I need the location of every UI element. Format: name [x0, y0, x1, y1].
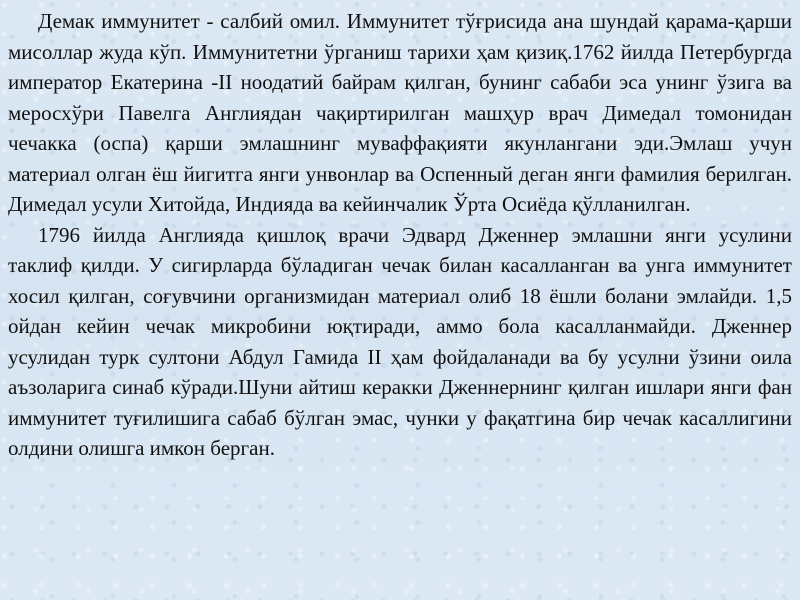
document-body: [8, 6, 792, 464]
paragraph-immunity-history: Демак иммунитет - салбий омил. Иммунитет тўғрисида ана шундай қарама-қарши мисоллар жуда кўп. Иммунитетни ўрганиш тарихи ҳам қизиқ.1762 йилда Петербургда император Екатерина -II ноодатий байрам қилган, бунинг сабаби эса унинг ўзига ва меросхўри Павелга Англиядан чақиртирилган машҳур врач Димедал томонидан чечакка (оспа) қарши эмлашнинг муваффақияти якунлангани эди.Эмлаш учун материал олган ёш йигитга янги унвонлар ва Оспенный деган янги фамилия берилган. Димедал усули Хитойда, Индияда ва кейинчалик Ўрта Осиёда қўлланилган.: [8, 9, 792, 216]
paragraph-jenner-vaccination: 1796 йилда Англияда қишлоқ врачи Эдвард Дженнер эмлашни янги усулини таклиф қилди. У сигирларда бўладиган чечак билан касалланган ва унга иммунитет хосил қилган, соғувчини организмидан материал олиб 18 ёшли болани эмлайди. 1,5 ойдан кейин чечак микробини юқтиради, аммо бола касалланмайди. Дженнер усулидан турк султони Абдул Гамида II ҳам фойдаланади ва бу усулни ўзини оила аъзоларига синаб кўради.Шуни айтиш керакки Дженнернинг қилган ишлари янги фан иммунитет туғилишига сабаб бўлган эмас, чунки у фақатгина бир чечак касаллигини олдини олишга имкон берган.: [8, 222, 792, 460]
